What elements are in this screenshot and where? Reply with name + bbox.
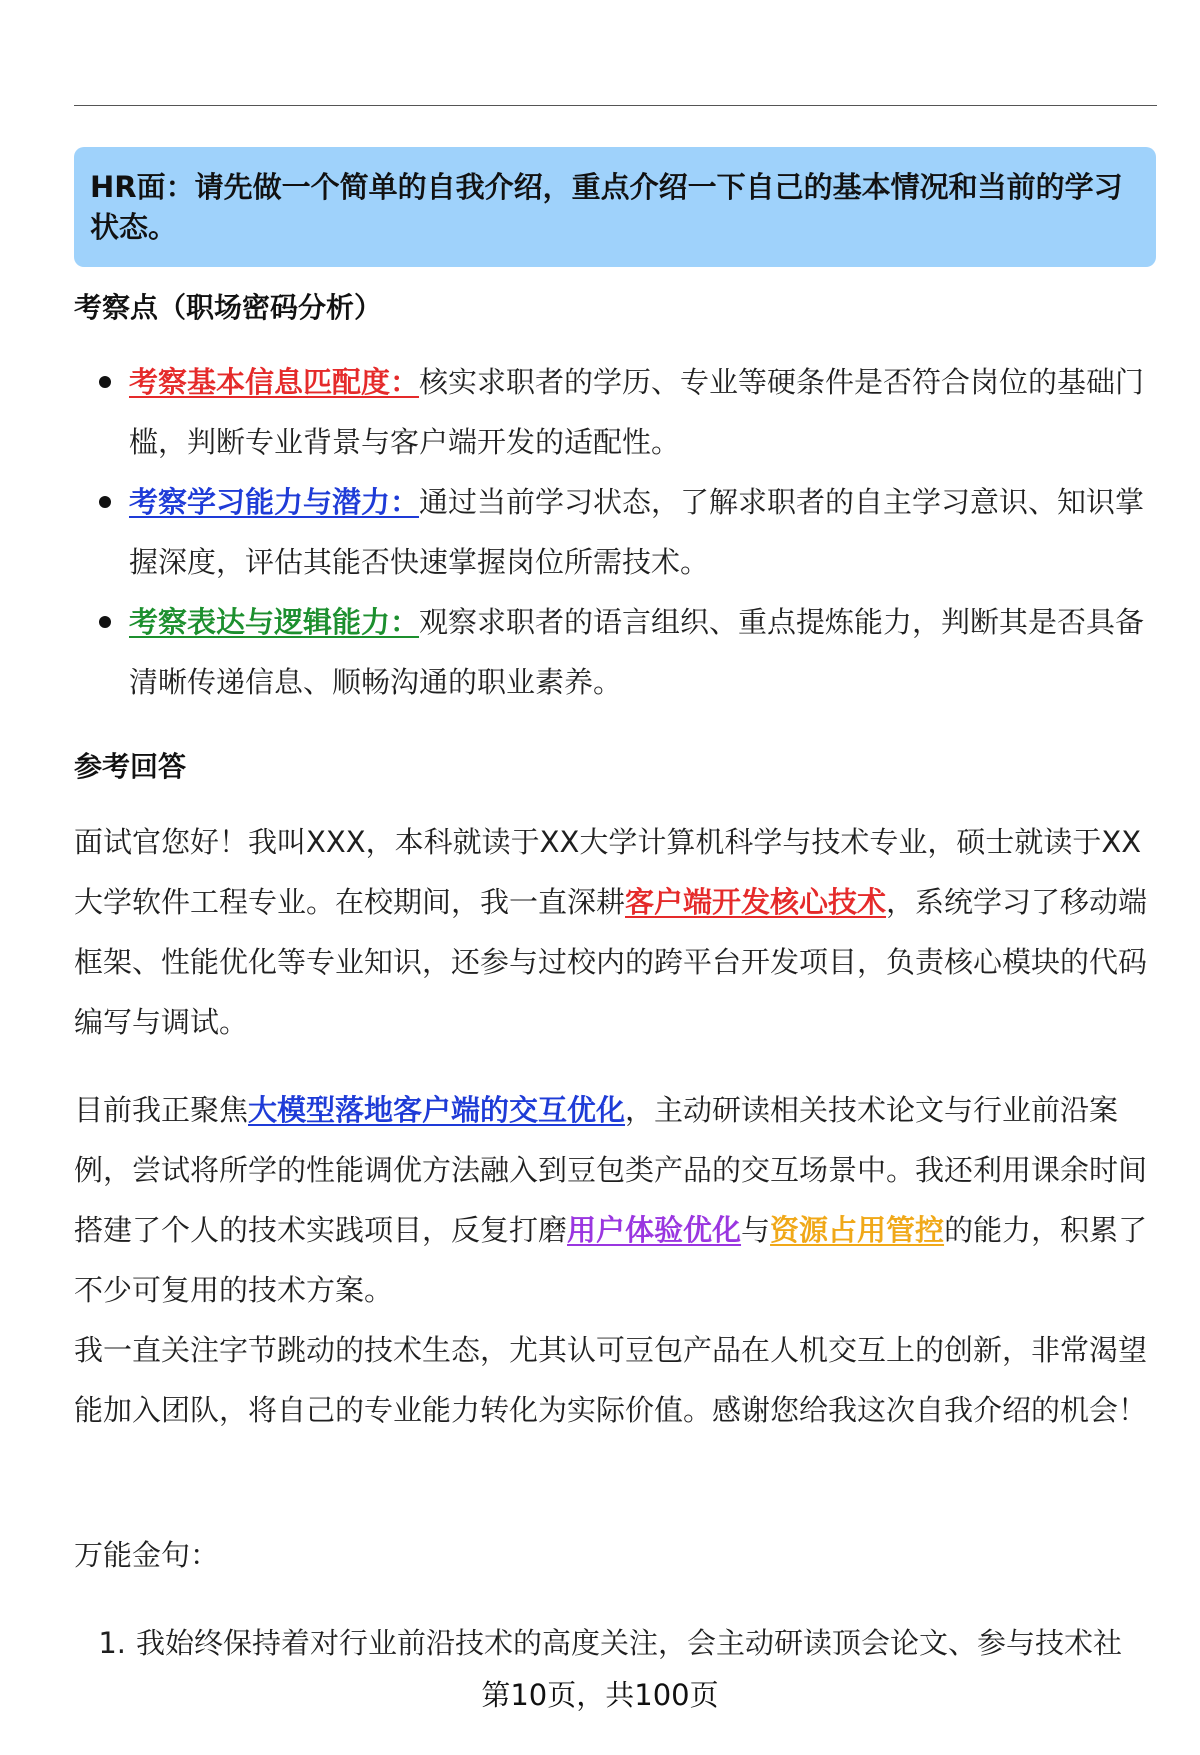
list-item-text: 我始终保持着对行业前沿技术的高度关注，会主动研读顶会论文、参与技术社	[136, 1626, 1123, 1660]
answer-paragraph-2	[74, 1080, 1164, 1320]
bullet-icon	[99, 616, 111, 628]
highlight-keyword: 资源占用管控	[770, 1213, 945, 1247]
question-text: HR面：请先做一个简单的自我介绍，重点介绍一下自己的基本情况和当前的学习状态。	[90, 170, 1123, 244]
answer-text: 与	[741, 1213, 771, 1247]
keyword: 考察表达与逻辑能力：	[129, 605, 420, 639]
answer-text: 的能力，积累了不少可复用的技术方案。	[74, 1213, 1148, 1307]
section-title-exam-points: 考察点（职场密码分析）	[74, 291, 383, 324]
bullet-text: 观察求职者的语言组织、重点提炼能力，判断其是否具备清晰传递信息、顺畅沟通的职业素养。	[129, 605, 1145, 699]
answer-text: 面试官您好！我叫XXX，本科就读于XX大学计算机科学与技术专业，硕士就读于XX大学软件工程专业。在校期间，我一直深耕	[74, 825, 1142, 919]
section-title-reference-answer: 参考回答	[74, 750, 187, 783]
bullet-icon	[99, 376, 111, 388]
highlight-keyword: 用户体验优化	[567, 1213, 742, 1247]
answer-text: 目前我正聚焦	[74, 1093, 249, 1127]
bullet-text: 通过当前学习状态，了解求职者的自主学习意识、知识掌握深度，评估其能否快速掌握岗位所需技术。	[129, 485, 1145, 579]
page-number: 第10页，共100页	[481, 1678, 719, 1712]
answer-text: ，系统学习了移动端框架、性能优化等专业知识，还参与过校内的跨平台开发项目，负责核心模块的代码编写与调试。	[74, 885, 1148, 1039]
answer-text: ，主动研读相关技术论文与行业前沿案例，尝试将所学的性能调优方法融入到豆包类产品的交互场景中。我还利用课余时间搭建了个人的技术实践项目，反复打磨	[74, 1093, 1148, 1247]
list-item	[74, 592, 1156, 712]
exam-points-list	[74, 352, 1156, 712]
golden-sentence-list	[74, 1613, 1164, 1673]
list-item	[74, 352, 1156, 472]
bullet-text: 核实求职者的学历、专业等硬条件是否符合岗位的基础门槛，判断专业背景与客户端开发的适配性。	[129, 365, 1145, 459]
top-divider	[74, 105, 1157, 106]
list-item	[74, 472, 1156, 592]
bullet-icon	[99, 496, 111, 508]
question-callout	[74, 147, 1156, 267]
keyword: 考察基本信息匹配度：	[129, 365, 420, 399]
list-number: 1.	[98, 1626, 126, 1660]
answer-paragraph-3: 我一直关注字节跳动的技术生态，尤其认可豆包产品在人机交互上的创新，非常渴望能加入团队，将自己的专业能力转化为实际价值。感谢您给我这次自我介绍的机会！	[74, 1333, 1148, 1427]
keyword: 考察学习能力与潜力：	[129, 485, 420, 519]
highlight-keyword: 大模型落地客户端的交互优化	[248, 1093, 626, 1127]
golden-sentence-label: 万能金句：	[74, 1538, 220, 1572]
answer-paragraph-1	[74, 812, 1164, 1052]
highlight-keyword: 客户端开发核心技术	[625, 885, 887, 919]
